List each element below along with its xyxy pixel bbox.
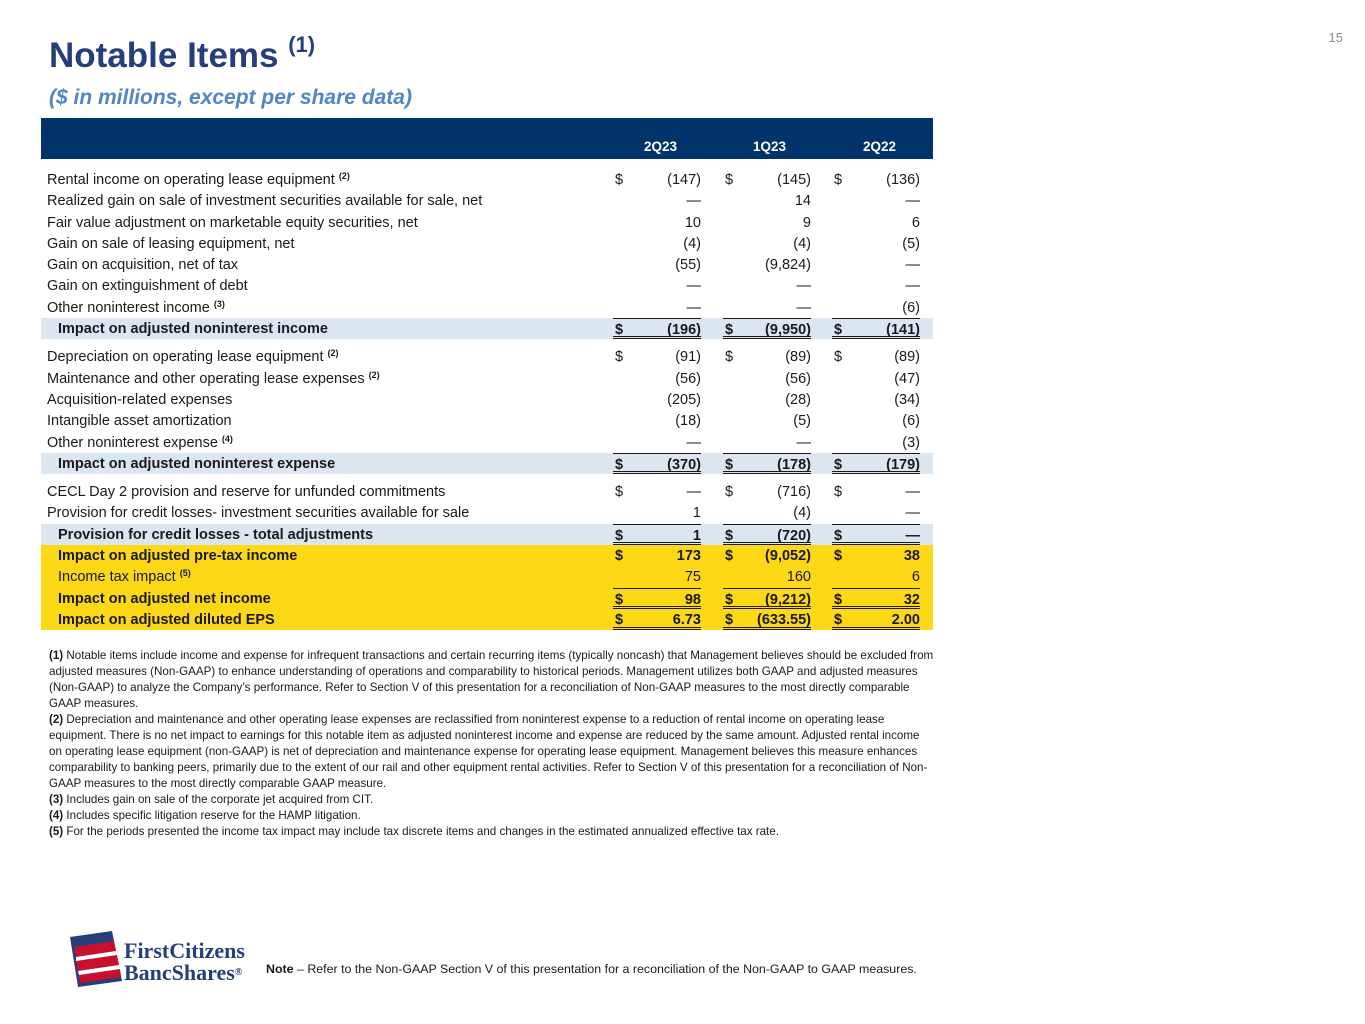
cell-value: — (796, 299, 811, 316)
cell-value: (89) (894, 349, 920, 366)
value-cell-1q23 (723, 233, 811, 254)
row-label-text: Fair value adjustment on marketable equity securities, net (47, 214, 418, 231)
currency-symbol: $ (834, 484, 843, 501)
value-cell-2q23 (613, 254, 701, 275)
value-cell-2q22 (832, 502, 920, 523)
value-cell-2q22 (832, 453, 920, 474)
row-label-text: Acquisition-related expenses (47, 391, 233, 408)
company-logo (70, 931, 255, 987)
row-label-text: Gain on sale of leasing equipment, net (47, 235, 295, 252)
row-label-text: Rental income on operating lease equipment (47, 172, 335, 188)
value-cell-2q22 (832, 169, 920, 190)
notable-items-table (41, 118, 933, 630)
table-row (41, 502, 933, 523)
cell-value: (4) (683, 235, 701, 252)
row-label-text: Intangible asset amortization (47, 413, 232, 430)
value-cell-2q23 (613, 368, 701, 389)
title-footnote-mark: (1) (288, 32, 316, 57)
value-cell-2q23 (613, 212, 701, 233)
currency-symbol: $ (725, 172, 734, 188)
value-cell-1q23 (723, 588, 811, 609)
table-row (41, 368, 933, 389)
value-cell-2q23 (613, 190, 701, 211)
registered-mark: ® (234, 967, 243, 978)
cell-value: 1 (692, 527, 701, 544)
value-cell-2q22 (832, 609, 920, 630)
row-label (58, 569, 191, 585)
footnote-mark: (1) (49, 649, 64, 662)
value-cell-2q23 (613, 169, 701, 190)
value-cell-1q23 (723, 368, 811, 389)
row-label-text: Impact on adjusted diluted EPS (58, 611, 275, 628)
cell-value: (633.55) (756, 611, 811, 628)
value-cell-1q23 (723, 190, 811, 211)
value-cell-2q23 (613, 609, 701, 630)
footnote-text: For the periods presented the income tax impact may include tax discrete items and changes in the estimated annualized effective tax rate. (66, 825, 779, 838)
table-body (41, 159, 933, 630)
footnote-ref: (2) (368, 369, 380, 380)
value-cell-2q22 (832, 566, 920, 587)
value-cell-2q22 (832, 190, 920, 211)
page-subtitle: ($ in millions, except per share data) (49, 86, 412, 109)
value-cell-2q22 (832, 318, 920, 339)
column-header-2q22: 2Q22 (863, 139, 897, 154)
footnote-ref: (4) (221, 433, 233, 444)
value-cell-1q23 (723, 410, 811, 431)
cell-value: (9,950) (765, 322, 811, 339)
cell-value: — (905, 278, 920, 295)
currency-symbol: $ (725, 484, 734, 501)
row-label (47, 371, 380, 387)
value-cell-2q23 (613, 502, 701, 523)
currency-symbol: $ (615, 591, 624, 608)
row-label (47, 435, 233, 451)
table-row (41, 275, 933, 296)
page-number: 15 (1328, 30, 1343, 45)
row-spacer (41, 339, 933, 346)
currency-symbol: $ (615, 484, 624, 501)
currency-symbol: $ (725, 527, 734, 544)
table-row (41, 346, 933, 367)
cell-value: — (905, 257, 920, 274)
cell-value: 10 (684, 214, 701, 231)
value-cell-2q22 (832, 545, 920, 566)
row-label (47, 236, 294, 252)
footnote-mark: (5) (49, 825, 64, 838)
currency-symbol: $ (834, 591, 843, 608)
footnote (49, 792, 934, 808)
footnote-ref: (3) (213, 298, 225, 309)
column-header-2q23: 2Q23 (644, 139, 678, 154)
row-label (58, 527, 373, 543)
logo-line-2-text: BancShares (124, 960, 235, 985)
currency-symbol: $ (725, 349, 734, 366)
cell-value: (136) (886, 172, 920, 188)
table-row (41, 389, 933, 410)
table-row (41, 588, 933, 609)
table-row (41, 190, 933, 211)
row-label (47, 413, 232, 429)
table-row (41, 318, 933, 339)
row-label-text: Impact on adjusted noninterest income (58, 321, 328, 338)
cell-value: — (905, 193, 920, 210)
row-label (47, 193, 482, 209)
title-text: Notable Items (49, 36, 279, 75)
cell-value: (18) (675, 413, 701, 430)
currency-symbol: $ (615, 527, 624, 544)
note-text: – Refer to the Non-GAAP Section V of this presentation for a reconciliation of the Non-GAAP to GAAP measures. (293, 962, 917, 976)
row-label (58, 612, 275, 628)
value-cell-1q23 (723, 169, 811, 190)
cell-value: — (796, 434, 811, 451)
row-label-text: Impact on adjusted noninterest expense (58, 455, 336, 472)
cell-value: — (686, 299, 701, 316)
cell-value: 2.00 (891, 611, 920, 628)
value-cell-2q23 (613, 566, 701, 587)
row-label-text: Realized gain on sale of investment securities available for sale, net (47, 193, 483, 210)
column-header-1q23: 1Q23 (753, 139, 787, 154)
currency-symbol: $ (834, 349, 843, 366)
table-row (41, 432, 933, 453)
value-cell-1q23 (723, 297, 811, 318)
value-cell-2q23 (613, 275, 701, 296)
cell-value: (6) (902, 413, 920, 430)
row-label (47, 505, 469, 521)
cell-value: (178) (777, 456, 811, 473)
table-row (41, 233, 933, 254)
currency-symbol: $ (834, 527, 843, 544)
row-label-text: Gain on acquisition, net of tax (47, 257, 239, 274)
value-cell-1q23 (723, 481, 811, 502)
cell-value: — (905, 505, 920, 522)
footnote (49, 808, 934, 824)
row-label (58, 548, 297, 564)
row-label (47, 257, 238, 273)
value-cell-1q23 (723, 566, 811, 587)
footnote-mark: (2) (49, 713, 64, 726)
currency-symbol: $ (834, 322, 843, 339)
footnote-ref: (2) (338, 171, 350, 181)
cell-value: (5) (793, 413, 811, 430)
value-cell-1q23 (723, 318, 811, 339)
value-cell-2q23 (613, 346, 701, 367)
footnote-text: Depreciation and maintenance and other operating lease expenses are reclassified from noninterest expense to a reduction of rental income on operating lease equipment. There is no net impact to earnings for this notable item as adjusted noninterest income and expense are reduced by the same amount. Adjusted rental income on operating lease equipment (non-GAAP) is net of depreciation and maintenance expense for operating lease equipment. Management believes this measure enhances comparability to banking peers, primarily due to the extent of our rail and other equipment rental activities. Refer to Section V of this presentation for a reconciliation of Non-GAAP measures to the most directly comparable GAAP measure. (49, 713, 928, 790)
currency-symbol: $ (725, 456, 734, 473)
value-cell-1q23 (723, 609, 811, 630)
cell-value: (720) (777, 527, 811, 544)
cell-value: 38 (903, 548, 920, 565)
cell-value: (9,052) (765, 548, 811, 565)
cell-value: (145) (777, 172, 811, 188)
value-cell-2q23 (613, 410, 701, 431)
value-cell-2q23 (613, 389, 701, 410)
value-cell-1q23 (723, 254, 811, 275)
table-row (41, 410, 933, 431)
row-label-text: Maintenance and other operating lease expenses (47, 370, 365, 387)
value-cell-1q23 (723, 275, 811, 296)
cell-value: (370) (667, 456, 701, 473)
cell-value: (9,824) (765, 257, 811, 274)
footnote (49, 648, 934, 712)
cell-value: 9 (802, 214, 811, 231)
row-label-text: Income tax impact (58, 569, 176, 586)
footnote-text: Notable items include income and expense for infrequent transactions and certain recurring items (typically noncash) that Management believes should be excluded from adjusted measures (Non-GAAP) to enhance understanding of operations and comparability to historical periods. Management utilizes both GAAP and adjusted measures (Non-GAAP) to analyze the Company’s performance. Refer to Section V of this presentation for a reconciliation of Non-GAAP measures to the most directly comparable GAAP measures. (49, 649, 934, 710)
value-cell-2q22 (832, 432, 920, 453)
value-cell-2q22 (832, 212, 920, 233)
row-spacer (41, 159, 933, 169)
row-label-text: Gain on extinguishment of debt (47, 278, 248, 295)
cell-value: (56) (675, 370, 701, 387)
value-cell-1q23 (723, 502, 811, 523)
cell-value: — (686, 434, 701, 451)
row-label (47, 484, 445, 500)
row-label-text: Impact on adjusted net income (58, 590, 271, 607)
value-cell-1q23 (723, 545, 811, 566)
flag-logo-icon (70, 931, 122, 987)
table-row (41, 453, 933, 474)
value-cell-2q22 (832, 254, 920, 275)
value-cell-2q22 (832, 368, 920, 389)
value-cell-2q23 (613, 318, 701, 339)
cell-value: (4) (793, 235, 811, 252)
table-row (41, 545, 933, 566)
currency-symbol: $ (834, 456, 843, 473)
currency-symbol: $ (725, 591, 734, 608)
currency-symbol: $ (615, 349, 624, 366)
currency-symbol: $ (615, 548, 624, 565)
footnotes (49, 648, 934, 840)
cell-value: 75 (684, 569, 701, 586)
value-cell-2q22 (832, 346, 920, 367)
currency-symbol: $ (834, 548, 843, 565)
row-label-text: Other noninterest expense (47, 434, 218, 451)
cell-value: — (796, 278, 811, 295)
cell-value: — (686, 278, 701, 295)
cell-value: 32 (903, 591, 920, 608)
cell-value: 6.73 (672, 611, 701, 628)
note-label: Note (266, 962, 294, 976)
footnote-text: Includes specific litigation reserve for the HAMP litigation. (66, 809, 361, 822)
bottom-note (266, 962, 917, 976)
row-label-text: Depreciation on operating lease equipment (47, 349, 324, 366)
cell-value: 6 (911, 569, 920, 586)
currency-symbol: $ (615, 611, 624, 628)
cell-value: 160 (786, 569, 811, 586)
value-cell-2q22 (832, 389, 920, 410)
currency-symbol: $ (615, 456, 624, 473)
footnote-text: Includes gain on sale of the corporate jet acquired from CIT. (66, 793, 374, 806)
cell-value: 173 (676, 548, 701, 565)
logo-line-1: FirstCitizens (124, 938, 245, 963)
table-row (41, 481, 933, 502)
row-label (47, 349, 339, 365)
cell-value: (6) (902, 299, 920, 316)
cell-value: 98 (684, 591, 701, 608)
value-cell-1q23 (723, 453, 811, 474)
value-cell-2q22 (832, 410, 920, 431)
cell-value: 1 (692, 505, 701, 522)
value-cell-2q23 (613, 297, 701, 318)
currency-symbol: $ (834, 611, 843, 628)
cell-value: (147) (667, 172, 701, 188)
table-row (41, 254, 933, 275)
logo-wordmark (124, 940, 245, 984)
table-row (41, 524, 933, 545)
page-title (49, 32, 316, 76)
cell-value: (196) (667, 322, 701, 339)
row-label-text: Other noninterest income (47, 299, 210, 316)
value-cell-2q23 (613, 545, 701, 566)
value-cell-1q23 (723, 432, 811, 453)
row-label (58, 321, 328, 337)
cell-value: (55) (675, 257, 701, 274)
currency-symbol: $ (615, 172, 624, 188)
table-row (41, 297, 933, 318)
cell-value: (28) (785, 391, 811, 408)
row-label (47, 392, 232, 408)
value-cell-1q23 (723, 524, 811, 545)
cell-value: 14 (794, 193, 811, 210)
row-label-text: CECL Day 2 provision and reserve for unfunded commitments (47, 484, 446, 501)
footnote-ref: (2) (327, 348, 339, 359)
cell-value: (56) (785, 370, 811, 387)
value-cell-2q22 (832, 481, 920, 502)
currency-symbol: $ (834, 172, 843, 188)
cell-value: (5) (902, 235, 920, 252)
footnote-ref: (5) (179, 568, 191, 579)
cell-value: (141) (886, 322, 920, 339)
row-label (58, 591, 271, 607)
cell-value: 6 (911, 214, 920, 231)
value-cell-2q22 (832, 233, 920, 254)
cell-value: (47) (894, 370, 920, 387)
row-label-text: Provision for credit losses - total adjustments (58, 526, 374, 543)
cell-value: (205) (667, 391, 701, 408)
footnote (49, 824, 934, 840)
row-label-text: Impact on adjusted pre-tax income (58, 548, 298, 565)
value-cell-2q22 (832, 297, 920, 318)
value-cell-2q23 (613, 588, 701, 609)
value-cell-2q23 (613, 233, 701, 254)
currency-symbol: $ (615, 322, 624, 339)
cell-value: (179) (886, 456, 920, 473)
cell-value: — (686, 484, 701, 501)
row-label (58, 456, 335, 472)
row-spacer (41, 474, 933, 481)
footnote-mark: (4) (49, 809, 64, 822)
cell-value: (34) (894, 391, 920, 408)
currency-symbol: $ (725, 322, 734, 339)
value-cell-2q22 (832, 524, 920, 545)
value-cell-2q23 (613, 524, 701, 545)
row-label (47, 215, 418, 231)
cell-value: (9,212) (765, 591, 811, 608)
value-cell-2q23 (613, 432, 701, 453)
footnote (49, 712, 934, 792)
table-row (41, 609, 933, 630)
table-row (41, 212, 933, 233)
value-cell-1q23 (723, 212, 811, 233)
footnote-mark: (3) (49, 793, 64, 806)
currency-symbol: $ (725, 611, 734, 628)
value-cell-2q23 (613, 453, 701, 474)
cell-value: (3) (902, 434, 920, 451)
table-row (41, 169, 933, 190)
row-label (47, 172, 350, 188)
cell-value: — (905, 527, 920, 544)
value-cell-2q22 (832, 275, 920, 296)
cell-value: (91) (675, 349, 701, 366)
cell-value: (89) (785, 349, 811, 366)
table-header (41, 118, 933, 159)
cell-value: (716) (777, 484, 811, 501)
logo-line-2 (124, 962, 245, 984)
value-cell-1q23 (723, 389, 811, 410)
row-label (47, 278, 248, 294)
table-row (41, 566, 933, 587)
cell-value: (4) (793, 505, 811, 522)
cell-value: — (905, 484, 920, 501)
cell-value: — (686, 193, 701, 210)
currency-symbol: $ (725, 548, 734, 565)
value-cell-2q23 (613, 481, 701, 502)
row-label (47, 300, 225, 316)
value-cell-2q22 (832, 588, 920, 609)
value-cell-1q23 (723, 346, 811, 367)
row-label-text: Provision for credit losses- investment securities available for sale (47, 505, 470, 522)
